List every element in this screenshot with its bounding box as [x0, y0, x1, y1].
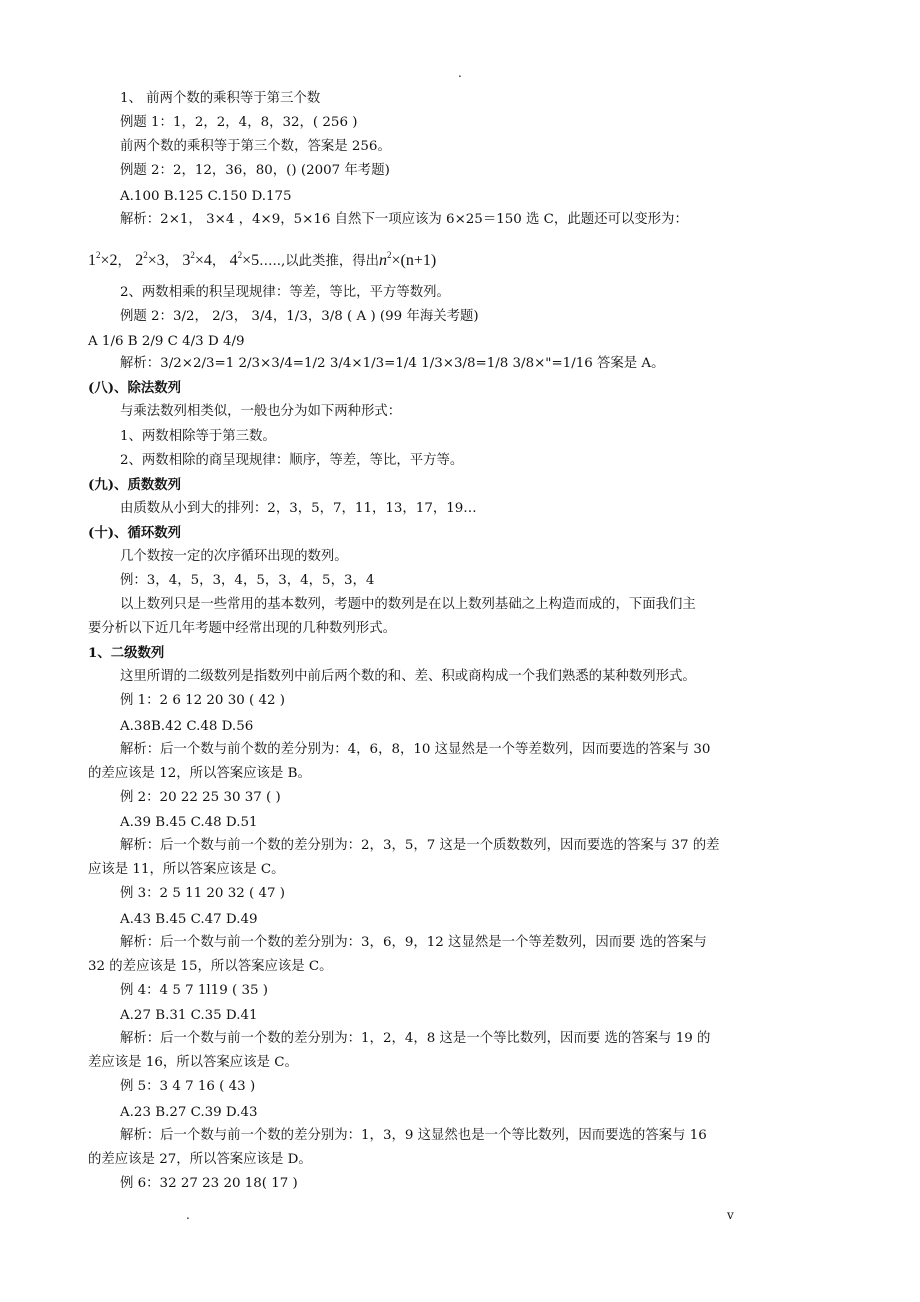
text-line: A.23 B.27 C.39 D.43	[120, 1105, 258, 1120]
text-line: 的差应该是 27，所以答案应该是 D。	[88, 1152, 312, 1167]
text-line: 解析：后一个数与前一个数的差分别为：2，3，5，7 这是一个质数数列，因而要选的答案与 37 的差	[120, 838, 720, 853]
text-line: 1、 前两个数的乘积等于第三个数	[120, 91, 321, 106]
footer-mark: v	[727, 1208, 734, 1222]
footer-dot: .	[186, 1208, 190, 1222]
text-line: 2、两数相除的商呈现规律：顺序，等差，等比，平方等。	[120, 453, 464, 468]
text-line: A.38B.42 C.48 D.56	[120, 719, 254, 734]
text-line: 以上数列只是一些常用的基本数列，考题中的数列是在以上数列基础之上构造而成的，下面我们主	[120, 597, 696, 612]
text-line: 例 5：3 4 7 16 ( 43 )	[120, 1079, 256, 1094]
header-dot: .	[458, 66, 462, 80]
text-line: 例 3：2 5 11 20 32 ( 47 )	[120, 886, 285, 901]
section-heading: (十)、循环数列	[88, 525, 182, 541]
text-line: 1、两数相除等于第三数。	[120, 429, 276, 444]
text-line: 例 6：32 27 23 20 18( 17 )	[120, 1176, 298, 1191]
text-line: 例 4：4 5 7 1l19 ( 35 )	[120, 983, 268, 998]
text-line: A.39 B.45 C.48 D.51	[120, 815, 258, 830]
text-line: 应该是 11，所以答案应该是 C。	[88, 862, 285, 877]
text-line: 例：3，4，5，3，4，5，3，4，5，3，4	[120, 573, 375, 588]
text-line: 例题 2：3/2， 2/3， 3/4，1/3，3/8 ( A ) (99 年海关考题)	[120, 309, 479, 324]
formula-term: $2^2\times 3$	[135, 250, 165, 269]
formula-text: …..,以此类推，得出	[259, 254, 379, 269]
text-line: A.27 B.31 C.35 D.41	[120, 1008, 258, 1023]
text-line: 例 1：2 6 12 20 30 ( 42 )	[120, 693, 285, 708]
text-line: 例题 1：1，2，2，4，8，32，( 256 )	[120, 115, 358, 130]
text-line: 例 2：20 22 25 30 37 ( )	[120, 790, 281, 805]
text-line: 解析：3/2×2/3=1 2/3×3/4=1/2 3/4×1/3=1/4 1/3×3/8=1/8 3/8×"=1/16 答案是 A。	[120, 356, 665, 371]
text-line: A.100 B.125 C.150 D.175	[120, 189, 292, 204]
section-heading: 1、二级数列	[88, 645, 165, 661]
section-heading: (八)、除法数列	[88, 380, 182, 396]
text-line: 解析：后一个数与前一个数的差分别为：1，3，9 这显然也是一个等比数列，因而要选的答案与 16	[120, 1128, 707, 1143]
text-line: 解析：后一个数与前个数的差分别为：4，6，8，10 这显然是一个等差数列，因而要选的答案与 30	[120, 742, 711, 757]
text-line: 由质数从小到大的排列：2，3，5，7，11，13，17，19…	[120, 501, 477, 516]
text-line: 解析：2×1， 3×4 ，4×9，5×16 自然下一项应该为 6×25＝150 选 C，此题还可以变形为：	[120, 212, 688, 227]
text-line: A 1/6 B 2/9 C 4/3 D 4/9	[88, 334, 245, 349]
text-line: 的差应该是 12，所以答案应该是 B。	[88, 766, 311, 781]
text-line: 例题 2：2，12，36，80，() (2007 年考题)	[120, 163, 390, 178]
formula-term: $3^2\times 4$	[182, 250, 212, 269]
text-line: 与乘法数列相类似，一般也分为如下两种形式：	[120, 404, 402, 419]
formula-line: $1^2\times 2$， $2^2\times 3$， $3^2\times 4$， $4^2\times 5\dots$..,以此类推，得出$n^2\times(n+1)$	[88, 250, 437, 269]
text-line: 2、两数相乘的积呈现规律：等差，等比，平方等数列。	[120, 285, 450, 300]
formula-term: $1^2\times 2$	[88, 250, 118, 269]
formula-term: $4^2\times 5$	[229, 250, 260, 269]
text-line: 要分析以下近几年考题中经常出现的几种数列形式。	[88, 621, 396, 636]
text-line: A.43 B.45 C.47 D.49	[120, 912, 258, 927]
text-line: 解析：后一个数与前一个数的差分别为：3，6，9，12 这显然是一个等差数列，因而要 选的答案与	[120, 935, 707, 950]
text-line: 差应该是 16，所以答案应该是 C。	[88, 1055, 298, 1070]
text-line: 几个数按一定的次序循环出现的数列。	[120, 549, 348, 564]
text-line: 这里所谓的二级数列是指数列中前后两个数的和、差、积或商构成一个我们熟悉的某种数列形式。	[120, 669, 696, 684]
text-line: 解析：后一个数与前一个数的差分别为：1，2，4，8 这是一个等比数列，因而要 选的答案与 19 的	[120, 1031, 711, 1046]
section-heading: (九)、质数数列	[88, 477, 182, 493]
formula-term: $n^2\times(n+1)$	[379, 250, 437, 269]
text-line: 前两个数的乘积等于第三个数，答案是 256。	[120, 139, 391, 154]
text-line: 32 的差应该是 15，所以答案应该是 C。	[88, 959, 333, 974]
